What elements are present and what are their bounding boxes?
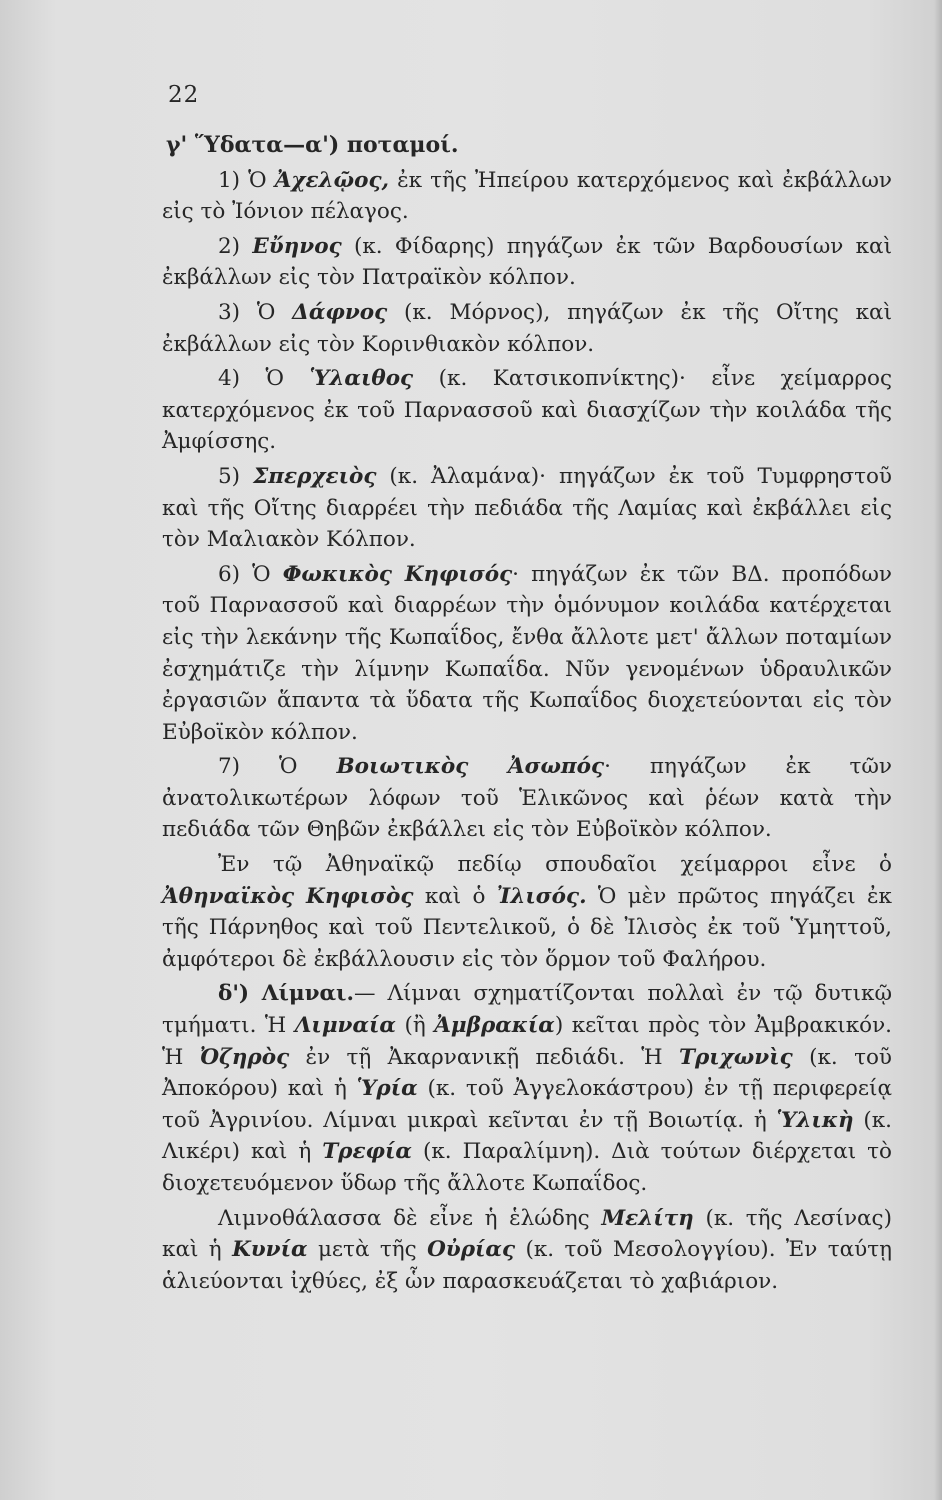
lake-name: Ὑρία <box>356 1076 418 1102</box>
lagoon-name: Μελίτη <box>601 1205 694 1231</box>
lake-name: Ἀμβρακία <box>434 1013 555 1039</box>
lake-name: Λιμναία <box>294 1013 396 1039</box>
river-paragraph-2: 2) Εὔηνος (κ. Φίδαρης) πηγάζων ἐκ τῶν Βαρδουσίων καὶ ἐκβάλλων εἰς τὸν Πατραϊκὸν κόλπον. <box>162 233 892 291</box>
section-heading-lakes: δ') Λίμναι. <box>218 981 354 1007</box>
river-paragraph-4: 4) Ὁ Ὑλαιθος (κ. Κατσικοπνίκτης)· εἶνε χείμαρρος κατερχόμενος ἐκ τοῦ Παρνασσοῦ καὶ διασχίζων τὴν κοιλάδα τῆς Ἀμφίσσης. <box>162 366 892 455</box>
river-name: Ἰλισός. <box>496 883 587 909</box>
river-name: Βοιωτικὸς Ἀσωπός <box>336 754 605 780</box>
lake-name: Τρεφία <box>322 1139 412 1165</box>
river-name: Φωκικὸς Κηφισός <box>282 561 513 587</box>
river-name: Σπερχειὸς <box>253 463 377 489</box>
river-name: Ἀθηναϊκὸς Κηφισὸς <box>162 883 414 909</box>
lake-name: Ὀζηρὸς <box>199 1044 290 1070</box>
lagoon-paragraph: Λιμνοθάλασσα δὲ εἶνε ἡ ἑλώδης Μελίτη (κ. τῆς Λεσίνας) καὶ ἡ Κυνία μετὰ τῆς Οὐρίας (κ. τοῦ Μεσολογγίου). Ἐν ταύτῃ ἁλιεύονται ἰχθύες, ἐξ ὧν παρασκευάζεται τὸ χαβιάριον. <box>162 1205 892 1294</box>
lakes-paragraph: δ') Λίμναι.— Λίμναι σχηματίζονται πολλαὶ ἐν τῷ δυτικῷ τμήματι. Ἡ Λιμναία (ἢ Ἀμβρακία) κεῖται πρὸς τὸν Ἀμβρακικόν. Ἡ Ὀζηρὸς ἐν τῇ Ἀκαρνανικῇ πεδιάδι. Ἡ Τριχωνὶς (κ. τοῦ Ἀποκόρου) καὶ ἡ Ὑρία (κ. τοῦ Ἀγγελοκάστρου) ἐν τῇ περιφερείᾳ τοῦ Ἀγρινίου. Λίμναι μικραὶ κεῖνται ἐν τῇ Βοιωτίᾳ. ἡ Ὑλικὴ (κ. Λικέρι) καὶ ἡ Τρεφία (κ. Παραλίμνη). Διὰ τούτων διέρχεται τὸ διοχετευόμενον ὕδωρ τῆς ἄλλοτε Κωπαΐδος. <box>162 981 893 1196</box>
lagoon-name: Οὐρίας <box>427 1237 516 1263</box>
river-name: Εὔηνος <box>252 233 342 259</box>
page-edge-shadow <box>934 0 942 1500</box>
river-name: Δάφνος <box>292 299 388 325</box>
river-paragraph-5: 5) Σπερχειὸς (κ. Ἀλαμάνα)· πηγάζων ἐκ τοῦ Τυμφρηστοῦ καὶ τῆς Οἴτης διαρρέει τὴν πεδιάδα τῆς Λαμίας καὶ ἐκβάλλει εἰς τὸν Μαλιακὸν Κόλπον. <box>162 463 893 553</box>
river-paragraph-7: 7) Ὁ Βοιωτικὸς Ἀσωπός· πηγάζων ἐκ τῶν ἀνατολικωτέρων λόφων τοῦ Ἑλικῶνος καὶ ῥέων κατὰ τὴν πεδιάδα τῶν Θηβῶν ἐκβάλλει εἰς τὸν Εὐβοϊκὸν κόλπον. <box>162 754 892 843</box>
section-heading-text: γ' Ὕδατα—α') ποταμοί. <box>166 132 459 158</box>
river-paragraph-1: 1) Ὁ Ἀχελῷος, ἐκ τῆς Ἠπείρου κατερχόμενος καὶ ἐκβάλλων εἰς τὸ Ἰόνιον πέλαγος. <box>162 167 892 225</box>
river-paragraph-6: 6) Ὁ Φωκικὸς Κηφισός· πηγάζων ἐκ τῶν ΒΔ. προπόδων τοῦ Παρνασσοῦ καὶ διαρρέων τὴν ὁμόνυμον κοιλάδα κατέρχεται εἰς τὴν λεκάνην τῆς Κωπαΐδος, ἔνθα ἄλλοτε μετ' ἄλλων ποταμίων ἐσχημάτιζε τὴν λίμνην Κωπαΐδα. Νῦν γενομένων ὑδραυλικῶν ἐργασιῶν ἅπαντα τὰ ὕδατα τῆς Κωπαΐδος διοχετεύονται εἰς τὸν Εὐβοϊκὸν κόλπον. <box>162 561 892 745</box>
page-number: 22 <box>168 82 200 108</box>
river-name: Ὑλαιθος <box>309 366 414 392</box>
river-paragraph-3: 3) Ὁ Δάφνος (κ. Μόρνος), πηγάζων ἐκ τῆς Οἴτης καὶ ἐκβάλλων εἰς τὸν Κορινθιακὸν κόλπον. <box>162 299 893 357</box>
section-heading-waters <box>166 130 892 162</box>
lake-name: Τριχωνὶς <box>678 1044 793 1070</box>
attica-paragraph: Ἐν τῷ Ἀθηναϊκῷ πεδίῳ σπουδαῖοι χείμαρροι εἶνε ὁ Ἀθηναϊκὸς Κηφισὸς καὶ ὁ Ἰλισός. Ὁ μὲν πρῶτος πηγάζει ἐκ τῆς Πάρνηθος καὶ τοῦ Πεντελικοῦ, ὁ δὲ Ἰλισὸς ἐκ τοῦ Ὑμηττοῦ, ἀμφότεροι δὲ ἐκβάλλουσιν εἰς τὸν ὅρμον τοῦ Φαλήρου. <box>162 852 892 972</box>
lake-name: Ὑλικὴ <box>776 1107 854 1133</box>
page-body <box>162 130 892 1300</box>
lagoon-name: Κυνία <box>232 1237 308 1263</box>
river-name: Ἀχελῷος, <box>274 167 390 193</box>
